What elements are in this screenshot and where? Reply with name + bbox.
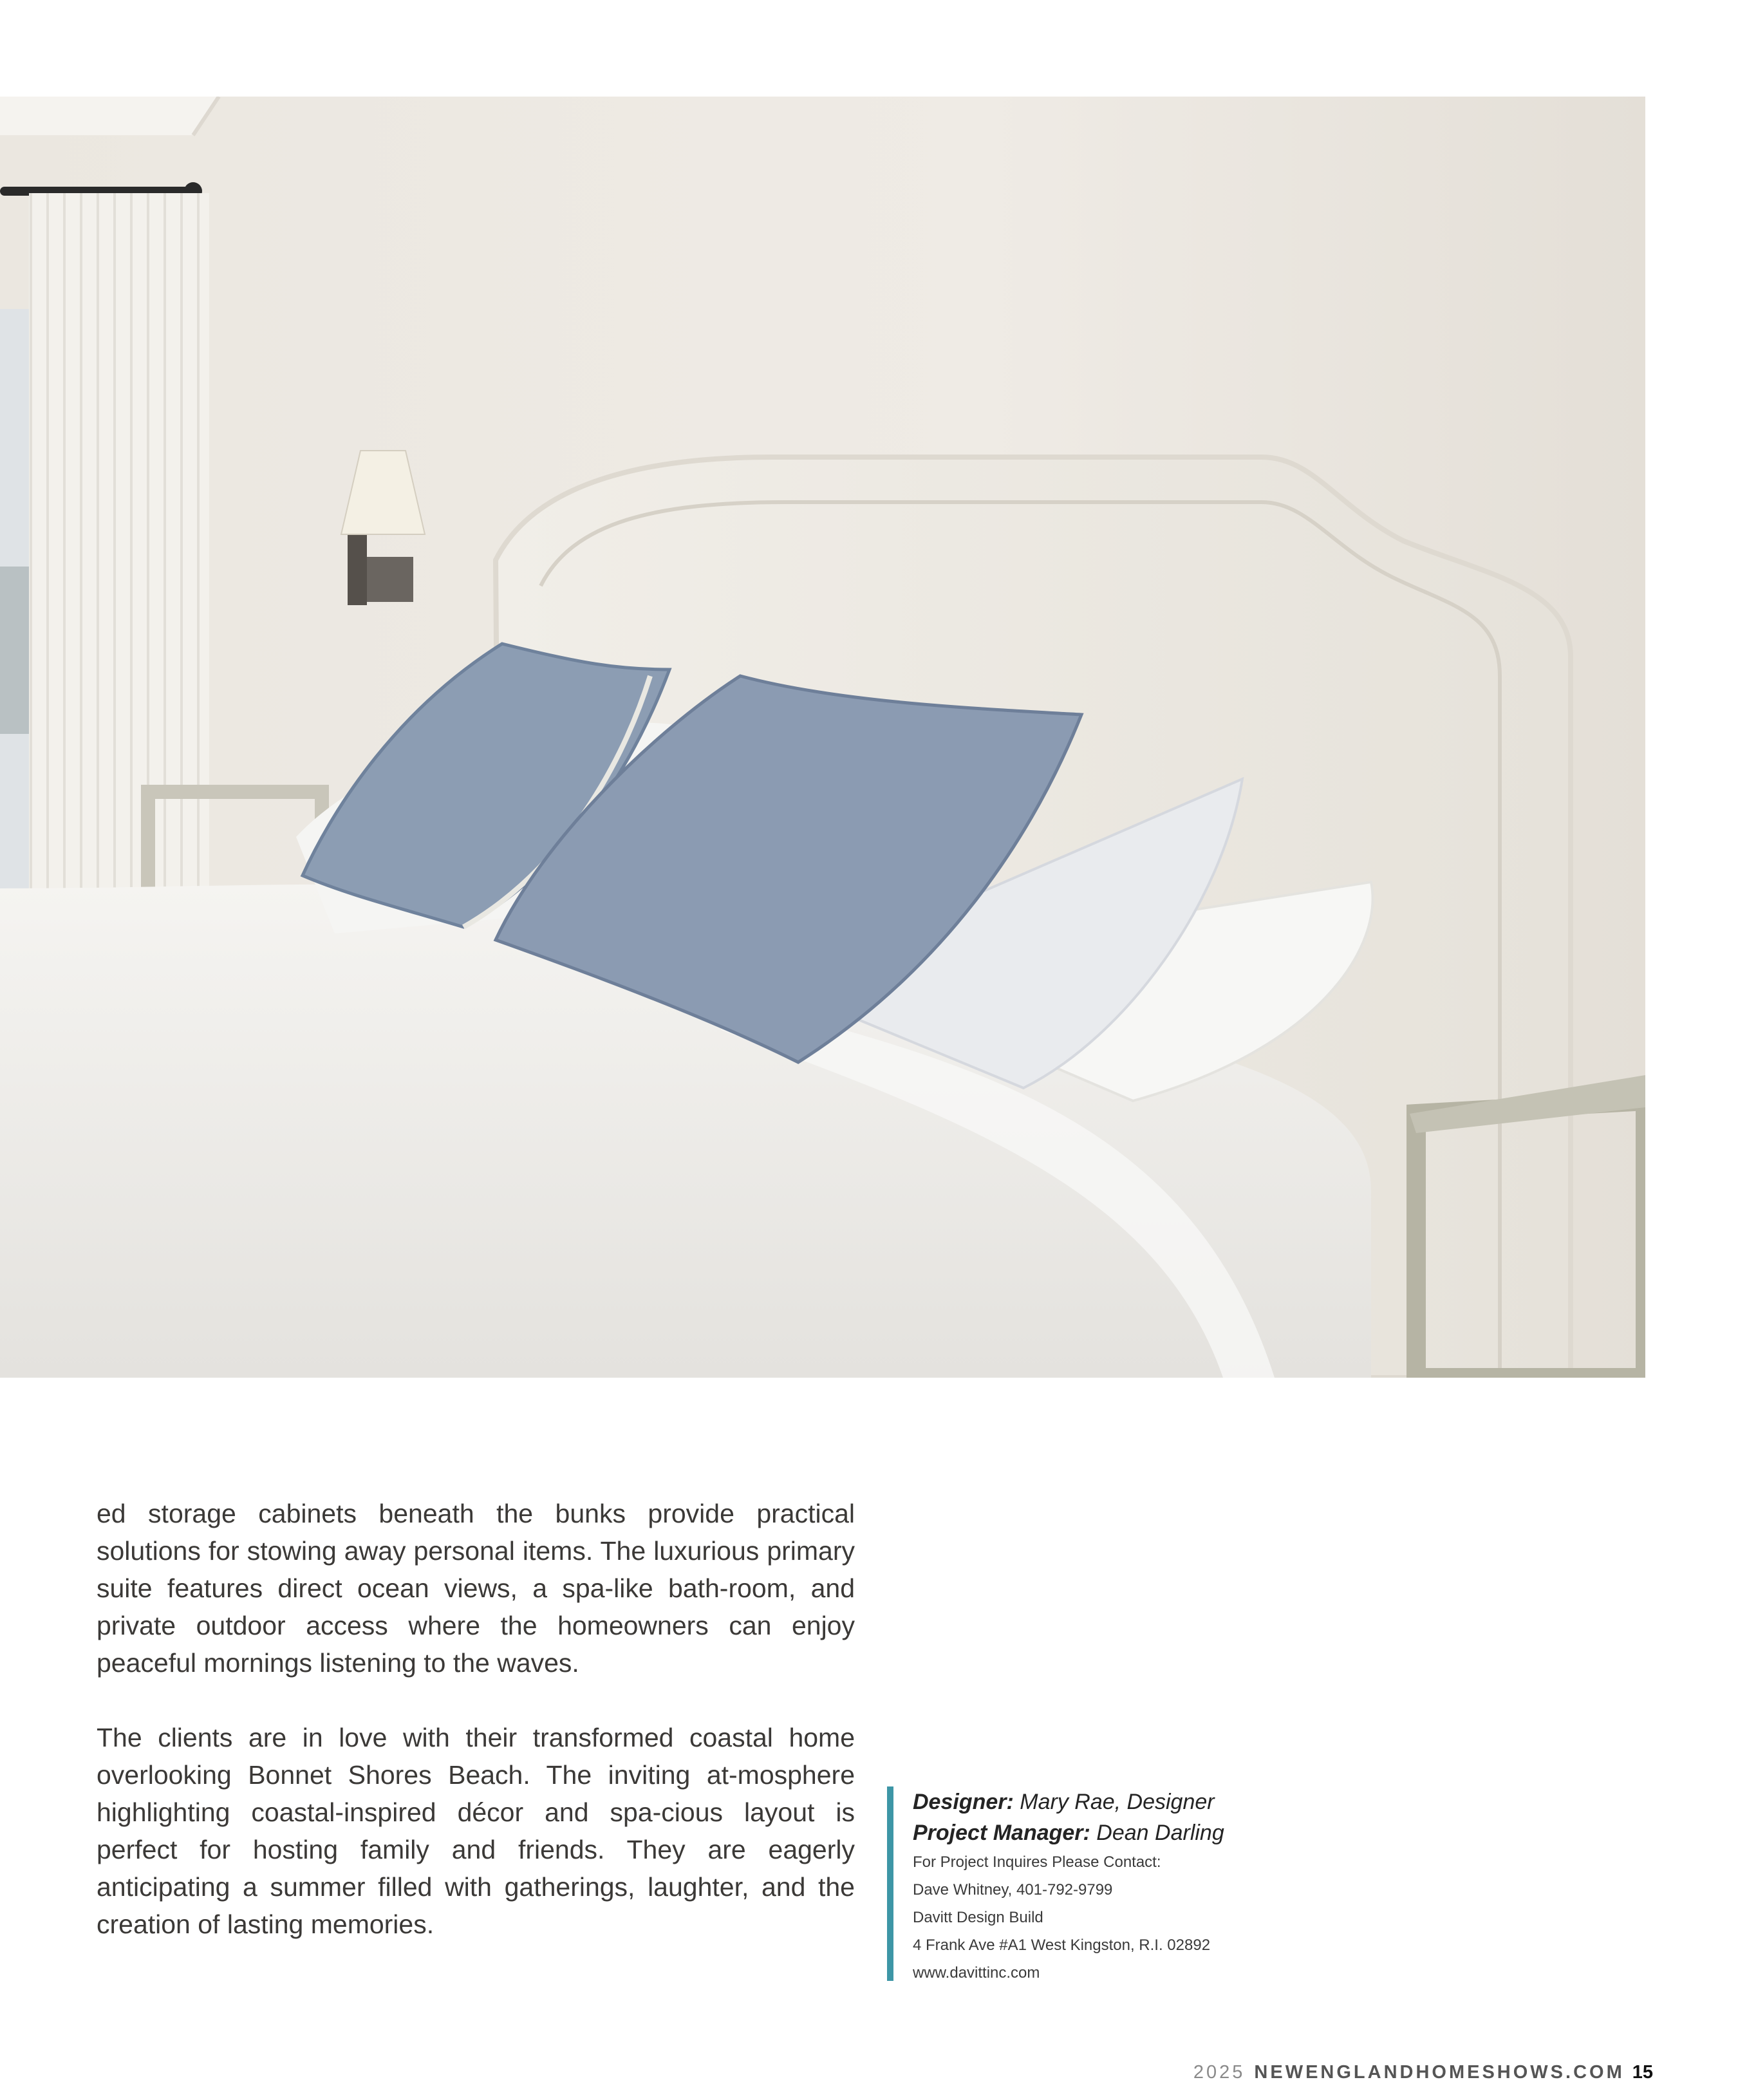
article-paragraph: ed storage cabinets beneath the bunks provide practical solutions for stowing away personal items. The luxurious primary suite features direct ocean views, a spa-like bath-room, and private outdoor access where the homeowners can enjoy peaceful mornings listening to the waves.: [97, 1499, 855, 1678]
project-manager-credit: [913, 1817, 1286, 1848]
bedroom-photo: [0, 97, 1645, 1378]
contact-person: Dave Whitney, 401-792-9799: [913, 1881, 1113, 1898]
project-manager-label: Project Manager:: [913, 1821, 1090, 1845]
designer-label: Designer:: [913, 1790, 1014, 1814]
company-address: 4 Frank Ave #A1 West Kingston, R.I. 02892: [913, 1936, 1211, 1954]
designer-value: Mary Rae, Designer: [1013, 1790, 1215, 1814]
folio-year: 2025: [1193, 2062, 1246, 2083]
page-number: 15: [1632, 2062, 1653, 2083]
folio-site[interactable]: NEWENGLANDHOMESHOWS.COM: [1254, 2062, 1625, 2083]
curtain: [29, 193, 209, 972]
project-credits: [887, 1786, 1286, 1981]
company-website[interactable]: www.davittinc.com: [913, 1964, 1040, 1982]
page-folio: [1193, 2062, 1653, 2083]
article-body: [97, 1495, 855, 1980]
contact-intro: For Project Inquires Please Contact:: [913, 1853, 1161, 1871]
designer-credit: [913, 1786, 1286, 1817]
company-name: Davitt Design Build: [913, 1909, 1043, 1926]
project-manager-value: Dean Darling: [1090, 1821, 1224, 1845]
article-paragraph: The clients are in love with their transformed coastal home overlooking Bonnet Shores Beach. The inviting at-mosphere highlighting coastal-inspired décor and spa-cious layout is perfect for hosting family and friends. They are eagerly anticipating a summer filled with gatherings, laughter, and the creation of lasting memories.: [97, 1723, 855, 1939]
